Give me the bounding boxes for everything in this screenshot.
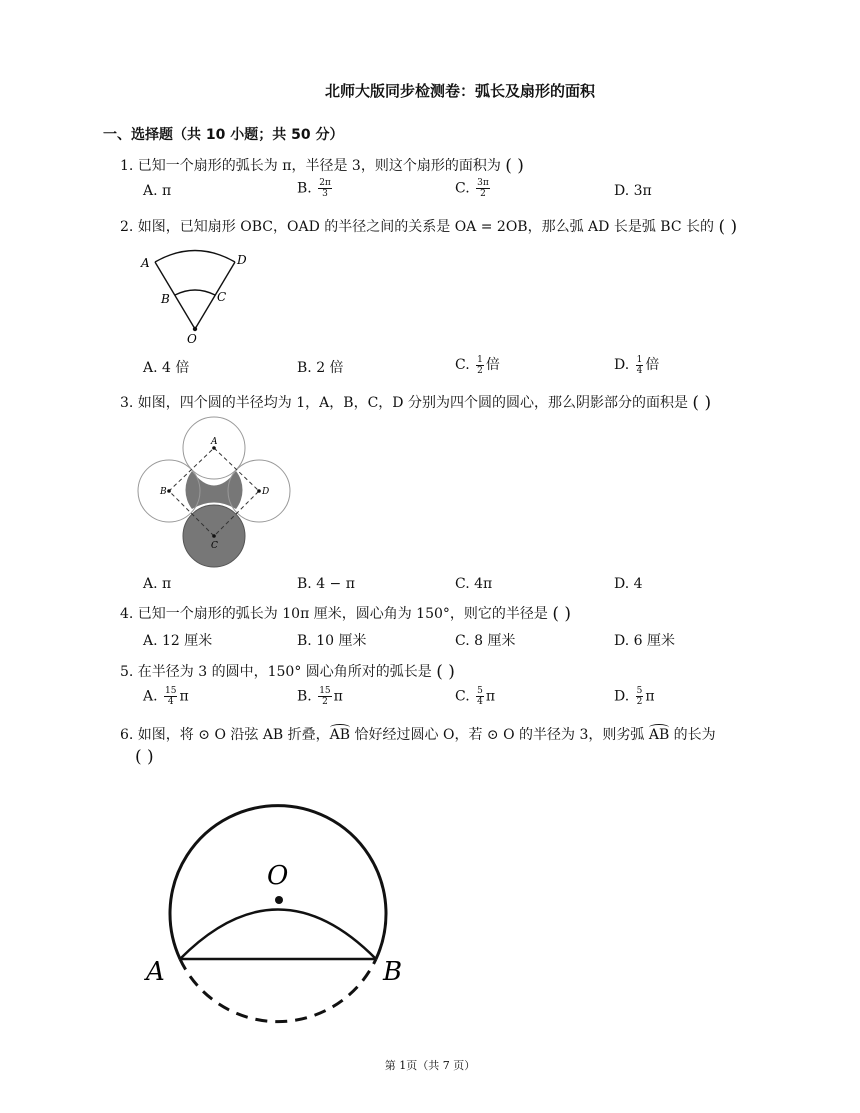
svg-text:A: A <box>141 256 150 270</box>
svg-text:B: B <box>161 292 170 306</box>
question-4-stem: 4. 已知一个扇形的弧长为 10π 厘米，圆心角为 150°，则它的半径是 <box>120 606 553 622</box>
svg-text:O: O <box>187 332 197 345</box>
question-1 <box>120 155 524 176</box>
page-title: 北师大版同步检测卷：弧长及扇形的面积 <box>324 82 595 100</box>
question-2 <box>120 216 737 237</box>
svg-text:C: C <box>217 290 227 304</box>
svg-text:A: A <box>211 437 218 447</box>
svg-text:A: A <box>146 957 165 987</box>
section-heading: 一、选择题（共 10 小题；共 50 分） <box>103 127 344 143</box>
q4-option-c: C. 8 厘米 <box>455 633 516 649</box>
answer-blank: ( ) <box>718 217 738 237</box>
q4-option-b: B. 10 厘米 <box>297 633 367 649</box>
fold-circle-figure <box>140 776 430 1026</box>
q2-option-a: A. 4 倍 <box>143 360 190 376</box>
q3-option-a: A. π <box>143 576 172 592</box>
question-6-blank <box>135 747 154 767</box>
svg-text:O: O <box>267 861 289 891</box>
q2-option-d: D. $\frac{1}{4}$ 倍 <box>614 354 660 376</box>
q2-option-c: C. $\frac{1}{2}$ 倍 <box>455 354 500 376</box>
q4-option-d: D. 6 厘米 <box>614 633 675 649</box>
q1-option-d: D. 3π <box>614 183 652 199</box>
svg-text:C: C <box>211 541 218 551</box>
answer-blank: ( ) <box>436 662 455 682</box>
answer-blank: ( ) <box>135 747 154 767</box>
svg-text:D: D <box>262 487 270 497</box>
q3-option-c: C. 4π <box>455 576 493 592</box>
question-1-stem: 1. 已知一个扇形的弧长为 π，半径是 3，则这个扇形的面积为 <box>120 158 506 174</box>
answer-blank: ( ) <box>692 393 712 413</box>
page-footer: 第 1页（共 7 页） <box>384 1059 476 1072</box>
q1-option-a: A. π <box>143 183 172 199</box>
q4-option-a: A. 12 厘米 <box>143 633 213 649</box>
question-5 <box>120 661 455 682</box>
svg-text:B: B <box>160 487 167 497</box>
q3-option-d: D. 4 <box>614 576 643 592</box>
answer-blank: ( ) <box>552 604 572 624</box>
answer-blank: ( ) <box>505 156 524 176</box>
question-2-stem: 2. 如图，已知扇形 OBC，OAD 的半径之间的关系是 OA = 2OB，那么弧 AD 长是弧 BC 长的 <box>120 219 719 235</box>
sector-figure <box>135 243 255 345</box>
arc-ab-symbol: AB <box>648 727 670 743</box>
question-3 <box>120 392 711 413</box>
q1-option-b: B. $\frac{2\pi}{3}$ <box>297 178 331 199</box>
four-circles-figure <box>134 416 294 572</box>
q5-option-a: A. $\frac{15}{4}$ π <box>143 686 189 707</box>
q2-option-b: B. 2 倍 <box>297 360 344 376</box>
arc-ab-symbol: AB <box>329 727 351 743</box>
q5-option-c: C. $\frac{5}{4}$ π <box>455 686 496 707</box>
q3-option-b: B. 4 − π <box>297 576 355 592</box>
q1-option-c: C. $\frac{3\pi}{2}$ <box>455 178 489 199</box>
question-5-stem: 5. 在半径为 3 的圆中，150° 圆心角所对的弧长是 <box>120 664 437 680</box>
question-4 <box>120 603 571 624</box>
svg-text:D: D <box>237 253 247 267</box>
q5-option-b: B. $\frac{15}{2}$ π <box>297 686 343 707</box>
question-3-stem: 3. 如图，四个圆的半径均为 1，A，B，C，D 分别为四个圆的圆心，那么阴影部分的面积是 <box>120 395 693 411</box>
question-6: 6. 如图，将 ⊙ O 沿弦 AB 折叠，AB 恰好经过圆心 O，若 ⊙ O 的半径为 3，则劣弧 AB 的长为 <box>120 727 716 743</box>
svg-text:B: B <box>383 957 403 987</box>
q5-option-d: D. $\frac{5}{2}$ π <box>614 686 655 707</box>
